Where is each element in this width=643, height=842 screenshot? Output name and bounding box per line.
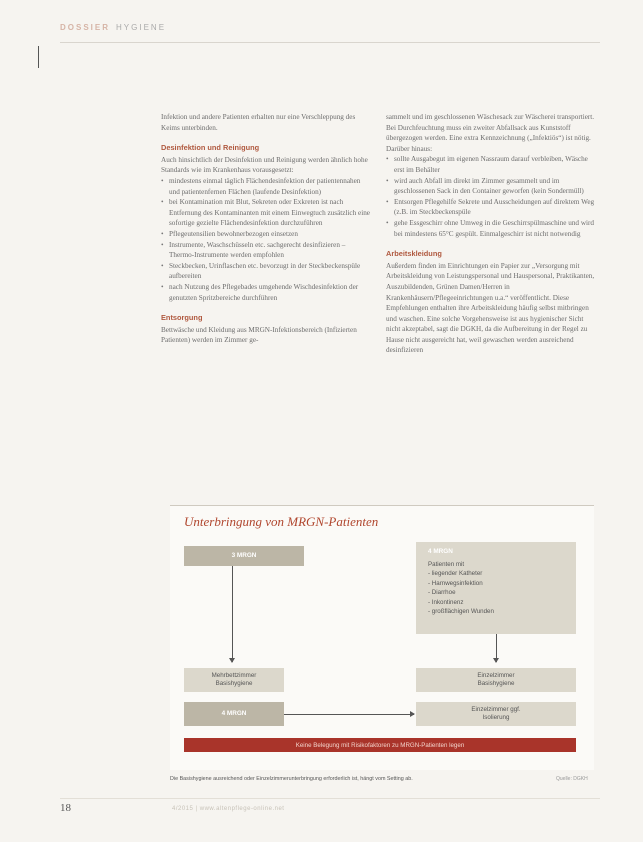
- risk-intro: Patienten mit: [428, 561, 465, 568]
- header-kicker: DOSSIER: [60, 22, 111, 32]
- arrow-down-left: [232, 566, 233, 662]
- disinfection-paragraph: Auch hinsichtlich der Desinfektion und Reinigung werden ähnlich hohe Standards wie im Krankenhaus vorausgesetzt:: [161, 155, 368, 175]
- risk-factor-item: - Harnwegsinfektion: [428, 579, 483, 587]
- list-item: • gehe Essgeschirr ohne Umweg in die Geschirrspülmaschine und wird bei mindestens 65°C gespült. Einmalgeschirr ist nicht notwendig: [386, 218, 596, 239]
- page-number: 18: [60, 802, 71, 814]
- risk-factor-item: - Diarrhoe: [428, 589, 456, 597]
- list-item: • bei Kontamination mit Blut, Sekreten oder Exkreten ist nach Entfernung des Kontaminanten mit einem Einwegtuch zusätzlich eine sofortige gezielte Flächendesinfektion durchzuführen: [161, 197, 371, 229]
- right-intro-paragraph: sammelt und im geschlossenen Wäschesack zur Wäscherei transportiert. Bei Durchfeuchtung muss ein zweiter Abfallsack aus Kunststoff übergezogen werden. Eine extra Kennzeichnung („Infektiös“) ist nötig. Darüber hinaus:: [386, 113, 595, 153]
- box-4mrgn-bottom-label: 4 MRGN: [221, 710, 247, 717]
- disposal-paragraph: Bettwäsche und Kleidung aus MRGN-Infektionsbereich (Infizierten Patienten) werden im Zimmer ge-: [161, 325, 357, 345]
- right-text-column: [386, 112, 596, 356]
- footer-divider: [60, 798, 600, 799]
- list-item: • sollte Ausgabegut im eigenen Nassraum darauf verbleiben, Wäsche erst im Behälter: [386, 154, 596, 175]
- margin-marker: [38, 46, 39, 68]
- list-item: • Steckbecken, Urinflaschen etc. bevorzugt in der Steckbeckenspüle aufbereiten: [161, 261, 371, 282]
- box-shared-room: [184, 668, 284, 692]
- list-item: • mindestens einmal täglich Flächendesinfektion der patientennahen und patientenfernen Flächen (laufende Desinfektion): [161, 176, 371, 197]
- running-header: [60, 20, 600, 34]
- risk-factor-list: [428, 560, 494, 616]
- workwear-heading: Arbeitskleidung: [386, 249, 442, 259]
- disinfection-heading: Desinfektion und Reinigung: [161, 143, 260, 153]
- footer-text: 4/2015 | www.altenpflege-online.net: [172, 806, 285, 812]
- box-4mrgn-label: 4 MRGN: [428, 548, 453, 555]
- risk-factor-item: - Inkontinenz: [428, 598, 464, 606]
- box-4mrgn: [184, 702, 284, 726]
- disposal-heading: Entsorgung: [161, 313, 203, 323]
- list-item: • nach Nutzung des Pflegebades umgehende Wischdesinfektion der genutzten Spritzbereiche durchführen: [161, 282, 371, 303]
- left-text-column: [161, 112, 371, 346]
- list-item: • wird auch Abfall im direkt im Zimmer gesammelt und im geschlossenen Sack in den Container geworfen (kein Sondermüll): [386, 176, 596, 197]
- box-risk-factors: [416, 542, 576, 634]
- left-intro-paragraph: Infektion und andere Patienten erhalten nur eine Verschleppung des Keims unterbinden.: [161, 113, 356, 132]
- list-item: • Pflegeutensilien bewohnerbezogen einsetzen: [161, 229, 371, 240]
- single-room-basic-label: Einzelzimmer Basishygiene: [477, 672, 515, 687]
- single-room-isolated-label: Einzelzimmer ggf. Isolierung: [471, 706, 521, 721]
- risk-factor-item: - liegender Katheter: [428, 570, 483, 578]
- list-item: • Instrumente, Waschschüsseln etc. sachgerecht desinfizieren – Thermo-Instrumente werden empfohlen: [161, 240, 371, 261]
- mrgn-infobox: [170, 505, 594, 770]
- shared-room-label: Mehrbettzimmer Basishygiene: [211, 672, 257, 687]
- box-3mrgn-label: 3 MRGN: [231, 552, 257, 559]
- arrow-down-right: [496, 634, 497, 662]
- box-single-room-isolated: [416, 702, 576, 726]
- box-single-room-basic: [416, 668, 576, 692]
- disinfection-list: [161, 176, 371, 303]
- warning-bar: Keine Belegung mit Risikofaktoren zu MRGN-Patienten legen: [184, 738, 576, 752]
- risk-factor-item: - großflächigen Wunden: [428, 608, 494, 616]
- header-section: HYGIENE: [116, 22, 167, 32]
- arrow-right: [284, 714, 414, 715]
- workwear-paragraph: Außerdem finden im Einrichtungen ein Papier zur „Versorgung mit Arbeitskleidung von Leistungspersonal und Hauspersonal, Praktikanten, Auszubildenden, Grünen Damen/Herren in Krankenhäusern/Pflegeeinrichtungen u.a.“ veröffentlicht. Diese Empfehlungen enthalten ihre Arbeitskleidung häufig selbst mitbringen und waschen. Eine solche Vorgehensweise ist aus hygienischer Sicht nicht akzeptabel, sagt die DGKH, da die Aufbereitung in der Regel zu Hause nicht ausgereicht hat, weil gewaschen werden ausreichend desinfizieren: [386, 261, 595, 355]
- header-divider: [60, 42, 600, 43]
- disposal-list: [386, 154, 596, 239]
- infobox-title: Unterbringung von MRGN-Patienten: [184, 514, 379, 529]
- list-item: • Entsorgen Pflegehilfe Sekrete und Ausscheidungen auf direktem Weg (z.B. im Steckbeckenspüle: [386, 197, 596, 218]
- figure-source: Quelle: DGKH: [556, 776, 588, 782]
- figure-caption: Die Basishygiene ausreichend oder Einzelzimmerunterbringung erforderlich ist, hängt vom Setting ab.: [170, 776, 413, 782]
- box-3mrgn: [184, 546, 304, 566]
